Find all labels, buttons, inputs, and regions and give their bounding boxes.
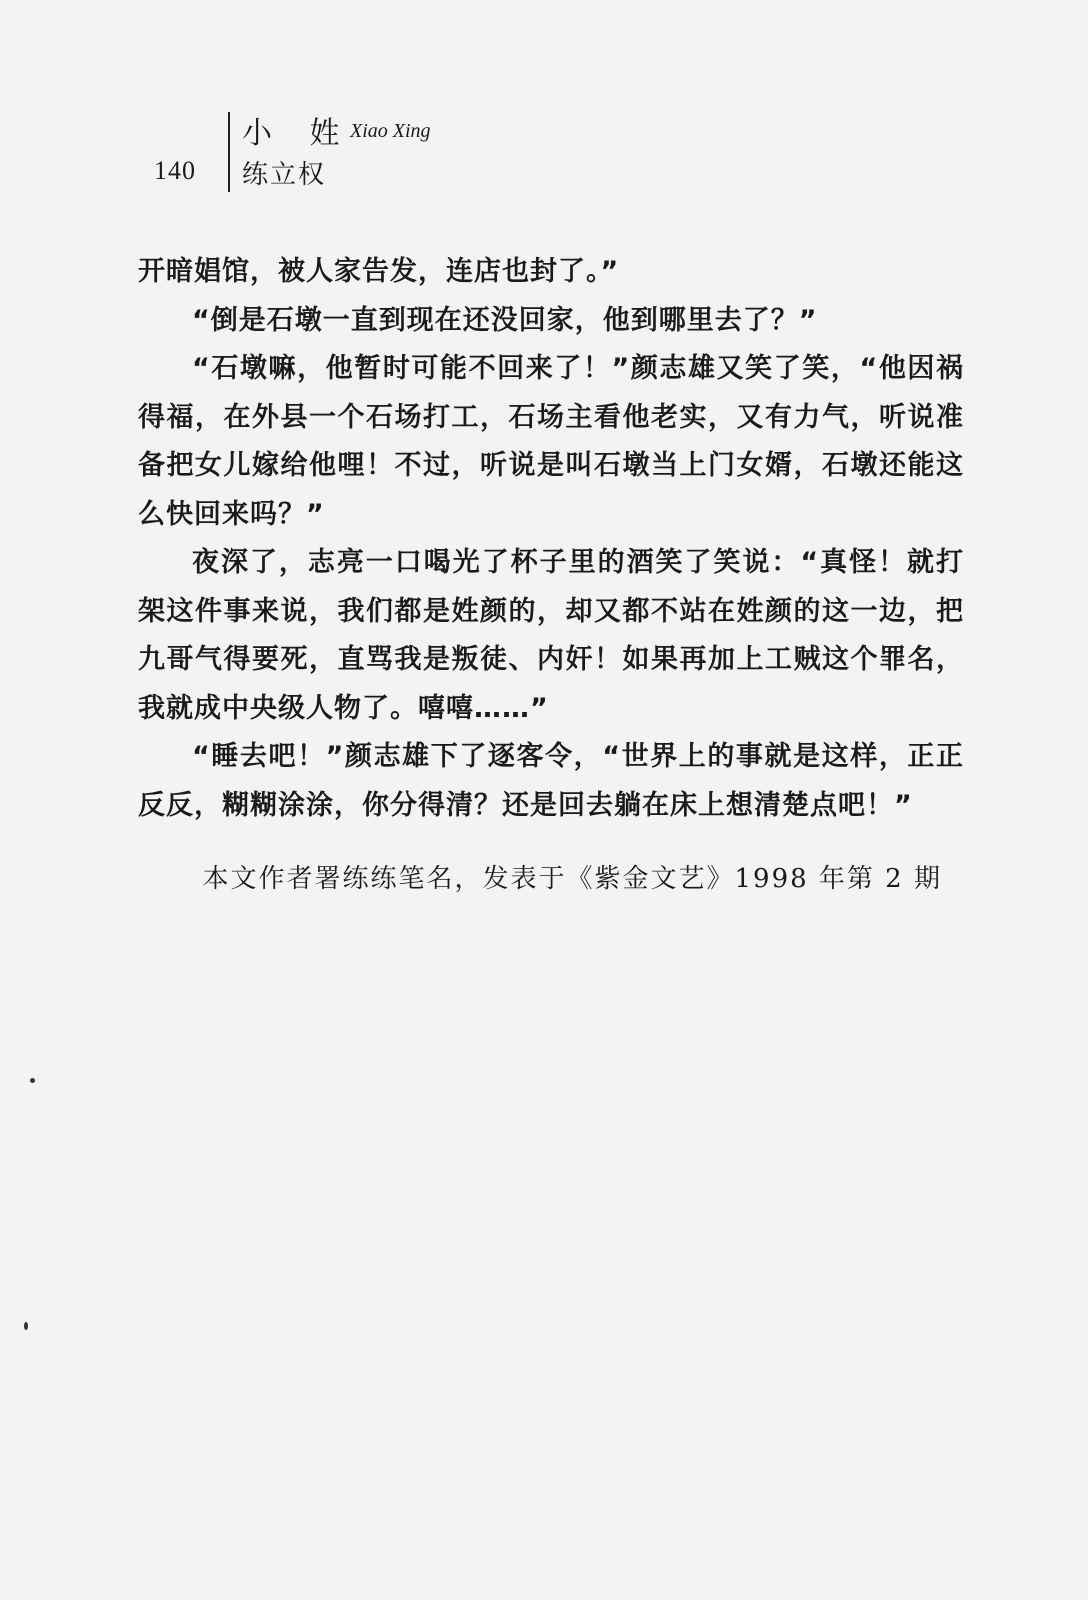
publication-note: 本文作者署练练笔名，发表于《紫金文艺》1998 年第 2 期 — [202, 864, 942, 894]
story-body — [138, 248, 964, 830]
scan-speck — [24, 1322, 28, 1330]
paragraph: “倒是石墩一直到现在还没回家，他到哪里去了？” — [192, 304, 818, 336]
story-title: 小 姓 — [242, 116, 354, 151]
paragraph: 夜深了，志亮一口喝光了杯子里的酒笑了笑说：“真怪！就打架这件事来说，我们都是姓颜的，却又都不站在姓颜的这一边，把九哥气得要死，直骂我是叛徒、内奸！如果再加上工贼这个罪名，我就成中央级人物了。嘻嘻……” — [138, 547, 964, 724]
paragraph: “石墩嘛，他暂时可能不回来了！”颜志雄又笑了笑，“他因祸得福，在外县一个石场打工，石场主看他老实，又有力气，听说准备把女儿嫁给他哩！不过，听说是叫石墩当上门女婿，石墩还能这么快回来吗？” — [138, 353, 964, 530]
header-divider — [228, 112, 230, 192]
author-name: 练立权 — [242, 160, 327, 190]
paragraph: “睡去吧！”颜志雄下了逐客令，“世界上的事就是这样，正正反反，糊糊涂涂，你分得清？还是回去躺在床上想清楚点吧！” — [138, 741, 964, 821]
scan-speck — [30, 1078, 35, 1083]
paragraph: 开暗娼馆，被人家告发，连店也封了。” — [138, 256, 620, 287]
story-title-pinyin: Xiao Xing — [350, 120, 431, 142]
page-number: 140 — [154, 156, 196, 185]
running-header — [150, 108, 570, 198]
